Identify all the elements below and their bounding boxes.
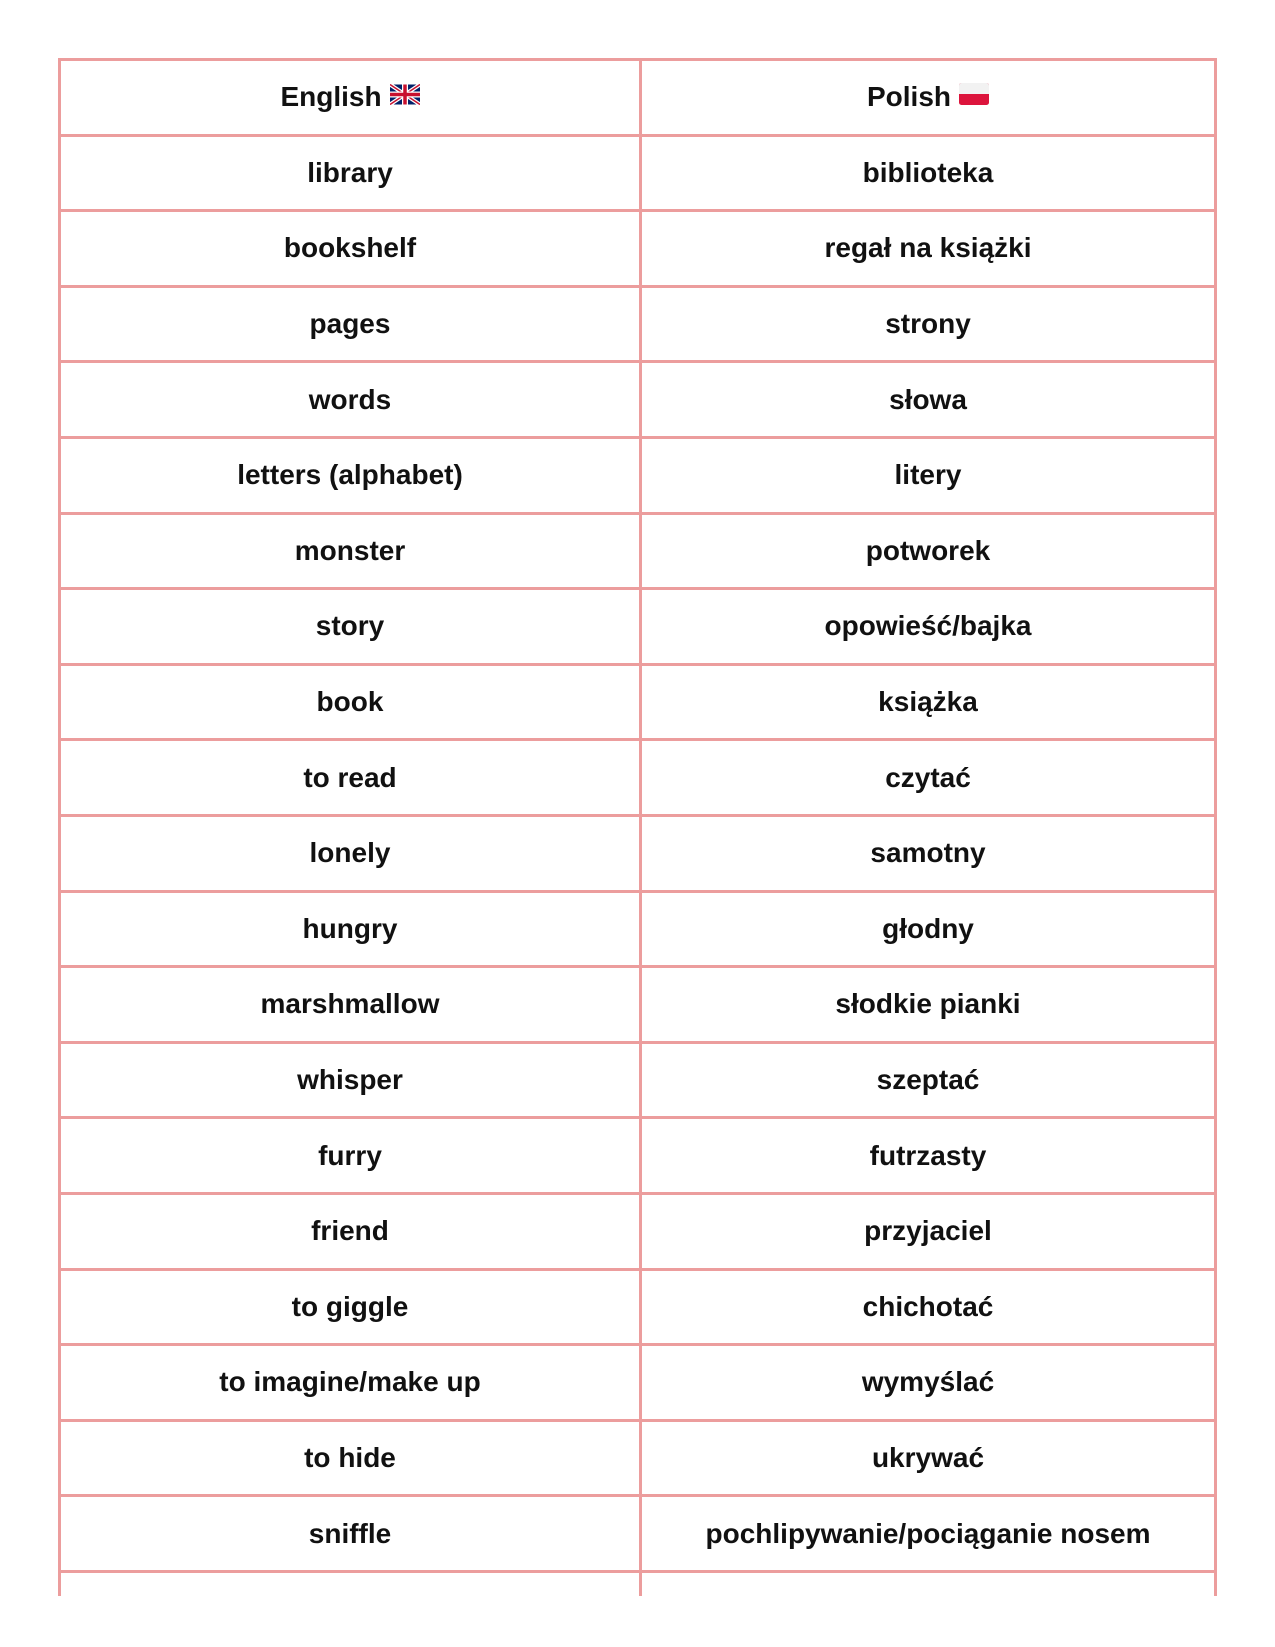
header-polish-label: Polish bbox=[866, 81, 951, 113]
polish-word: chichotać bbox=[862, 1290, 994, 1322]
table-row bbox=[61, 1494, 1214, 1570]
table-row bbox=[61, 436, 1214, 512]
english-word: whisper bbox=[297, 1064, 403, 1096]
english-word: pages bbox=[309, 308, 391, 340]
polish-word: głodny bbox=[882, 912, 974, 944]
polish-word: słowa bbox=[889, 383, 967, 415]
polish-word: wymyślać bbox=[861, 1366, 995, 1398]
polish-word: szeptać bbox=[876, 1064, 980, 1096]
poland-flag-icon bbox=[959, 80, 989, 112]
polish-word: czytać bbox=[885, 761, 971, 793]
table-row bbox=[61, 209, 1214, 285]
english-word: letters (alphabet) bbox=[237, 459, 463, 491]
table-body bbox=[61, 134, 1214, 1570]
header-polish bbox=[639, 61, 1214, 134]
polish-cell bbox=[639, 1573, 1214, 1591]
table-row bbox=[61, 663, 1214, 739]
english-word: to read bbox=[303, 761, 397, 793]
english-word: bookshelf bbox=[283, 232, 417, 264]
table-header-row bbox=[61, 58, 1214, 134]
polish-word: przyjaciel bbox=[864, 1215, 992, 1247]
english-word: to hide bbox=[304, 1441, 396, 1473]
table-row bbox=[61, 890, 1214, 966]
table-row bbox=[61, 1419, 1214, 1495]
english-word: monster bbox=[294, 534, 406, 566]
table-row bbox=[61, 1041, 1214, 1117]
table-row bbox=[61, 738, 1214, 814]
table-row bbox=[61, 1116, 1214, 1192]
table-row bbox=[61, 1192, 1214, 1268]
english-word: marshmallow bbox=[260, 988, 440, 1020]
table-row bbox=[61, 814, 1214, 890]
table-row-partial bbox=[61, 1570, 1214, 1591]
english-word: hungry bbox=[302, 912, 398, 944]
polish-word: litery bbox=[894, 459, 962, 491]
english-word: book bbox=[316, 686, 384, 718]
english-word: friend bbox=[311, 1215, 389, 1247]
polish-word: książka bbox=[878, 686, 978, 718]
polish-word: biblioteka bbox=[862, 156, 994, 188]
header-english bbox=[61, 61, 639, 134]
english-word: to imagine/make up bbox=[219, 1366, 481, 1398]
polish-word: regał na książki bbox=[824, 232, 1032, 264]
polish-word: ukrywać bbox=[871, 1441, 985, 1473]
table-row bbox=[61, 134, 1214, 210]
table-row bbox=[61, 965, 1214, 1041]
english-word: library bbox=[307, 156, 393, 188]
table-row bbox=[61, 1343, 1214, 1419]
english-word: words bbox=[308, 383, 392, 415]
polish-word: potworek bbox=[865, 534, 991, 566]
english-cell bbox=[61, 1573, 639, 1591]
table-row bbox=[61, 1268, 1214, 1344]
english-word: story bbox=[315, 610, 385, 642]
vocabulary-table bbox=[58, 58, 1217, 1596]
table-row bbox=[61, 285, 1214, 361]
table-row bbox=[61, 587, 1214, 663]
polish-word: opowieść/bajka bbox=[824, 610, 1032, 642]
uk-flag-icon bbox=[390, 80, 420, 112]
polish-word: strony bbox=[885, 308, 971, 340]
polish-word: pochlipywanie/pociąganie nosem bbox=[705, 1517, 1151, 1549]
english-word: to giggle bbox=[291, 1290, 409, 1322]
table-row bbox=[61, 360, 1214, 436]
english-word: lonely bbox=[309, 837, 391, 869]
table-row bbox=[61, 512, 1214, 588]
polish-word: futrzasty bbox=[869, 1139, 987, 1171]
polish-word: słodkie pianki bbox=[835, 988, 1021, 1020]
english-word: furry bbox=[318, 1139, 382, 1171]
header-english-label: English bbox=[280, 81, 382, 113]
polish-word: samotny bbox=[870, 837, 986, 869]
english-word: sniffle bbox=[308, 1517, 392, 1549]
